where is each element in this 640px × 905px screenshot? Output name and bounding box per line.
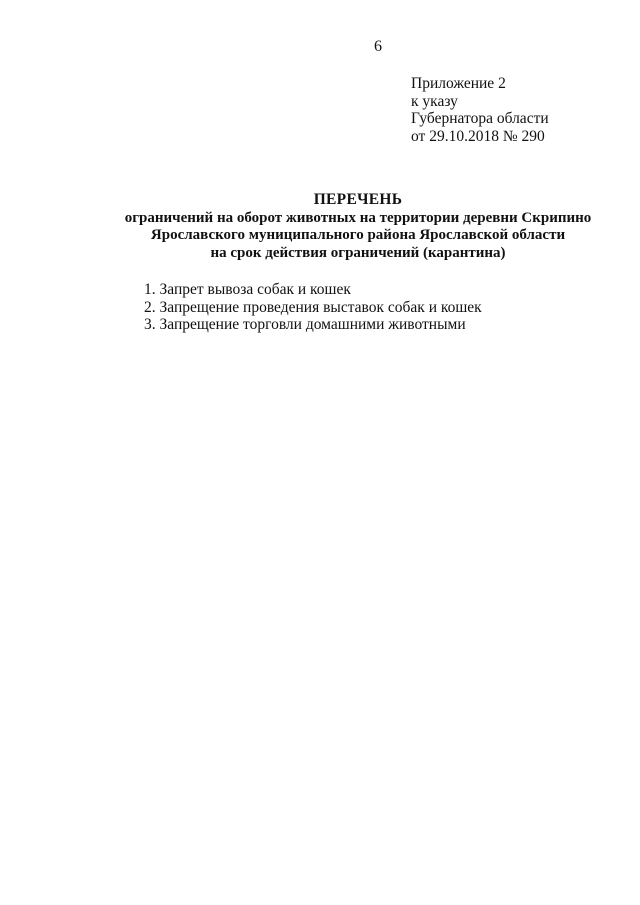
document-subtitle-line: ограничений на оборот животных на территории деревни Скрипино [124,209,592,226]
appendix-line: от 29.10.2018 № 290 [411,127,545,145]
appendix-line: Приложение 2 [411,75,506,92]
document-subtitle-line: на срок действия ограничений (карантина) [210,244,506,261]
restrictions-list [144,281,482,334]
appendix-line: Губернатора области [411,110,549,127]
list-item: 1. Запрет вывоза собак и кошек [144,281,351,298]
appendix-reference [411,75,549,145]
document-title: ПЕРЕЧЕНЬ [313,191,403,208]
list-item: 2. Запрещение проведения выставок собак и кошек [144,298,482,316]
document-heading [0,191,640,262]
list-item: 3. Запрещение торговли домашними животными [144,316,466,333]
document-subtitle-line: Ярославского муниципального района Ярославской области [150,227,566,243]
appendix-line: к указу [411,92,458,110]
page-number: 6 [374,38,382,55]
